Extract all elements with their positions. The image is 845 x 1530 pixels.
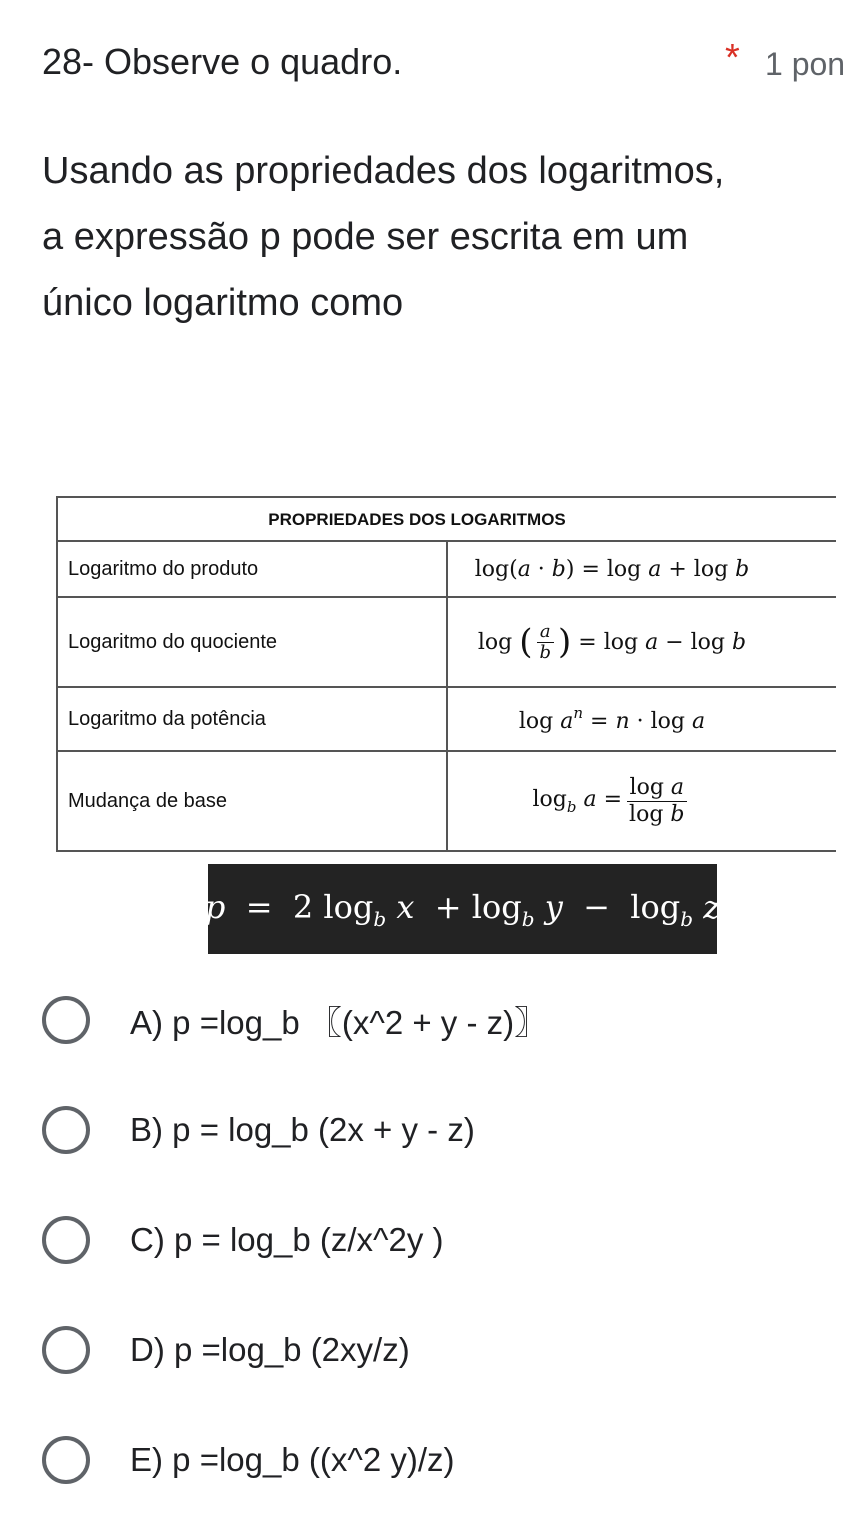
question-header [42,36,845,96]
table-row-name: Logaritmo da potência [58,688,448,750]
change-of-base-formula: $\log_b a$ = $\frac{\text{log a}}{\text{log b}}$ [448,752,836,850]
radio-button[interactable] [42,996,90,1044]
quotient-formula: log ( $\frac{a}{b}$ ) = log a − log b [477,620,747,663]
option-c[interactable] [42,1212,444,1268]
table-title: PROPRIEDADES DOS LOGARITMOS [58,498,836,542]
product-formula: log(a · b) = log a + log b [474,556,750,582]
points-label: 1 pon [765,46,845,82]
option-e[interactable] [42,1432,455,1488]
expression-image: p = 2 $\log_b x + \log_b y - \log_b z$ [208,864,717,954]
option-d[interactable] [42,1322,410,1378]
table-row [58,542,836,598]
radio-button[interactable] [42,1106,90,1154]
table-row [58,688,836,752]
radio-button[interactable] [42,1436,90,1484]
table-row-name: Logaritmo do produto [58,542,448,596]
option-b[interactable] [42,1102,475,1158]
radio-button[interactable] [42,1216,90,1264]
table-row-name: Logaritmo do quociente [58,598,448,686]
table-row [58,752,836,852]
radio-button[interactable] [42,1326,90,1374]
option-label[interactable]: D) p =log_b (2xy/z) [130,1331,410,1368]
question-description: Usando as propriedades dos logaritmos, a expressão p pode ser escrita em um único logaritmo como [42,150,725,324]
table-row-name: Mudança de base [58,752,448,850]
power-formula: $\log a^n = n \cdot \log a$ [518,704,706,734]
properties-table-image [56,496,836,852]
table-row [58,598,836,688]
option-label[interactable]: B) p = log_b (2x + y - z) [130,1111,475,1148]
option-label[interactable]: E) p =log_b ((x^2 y)/z) [130,1441,455,1478]
required-marker: * [725,37,740,79]
option-a[interactable] [42,992,547,1048]
option-label[interactable]: A) p =log_b 〖(x^2 + y - z)〗 [130,1003,548,1041]
question-title: 28- Observe o quadro. [42,41,403,82]
option-label[interactable]: C) p = log_b (z/x^2y ) [130,1221,444,1258]
